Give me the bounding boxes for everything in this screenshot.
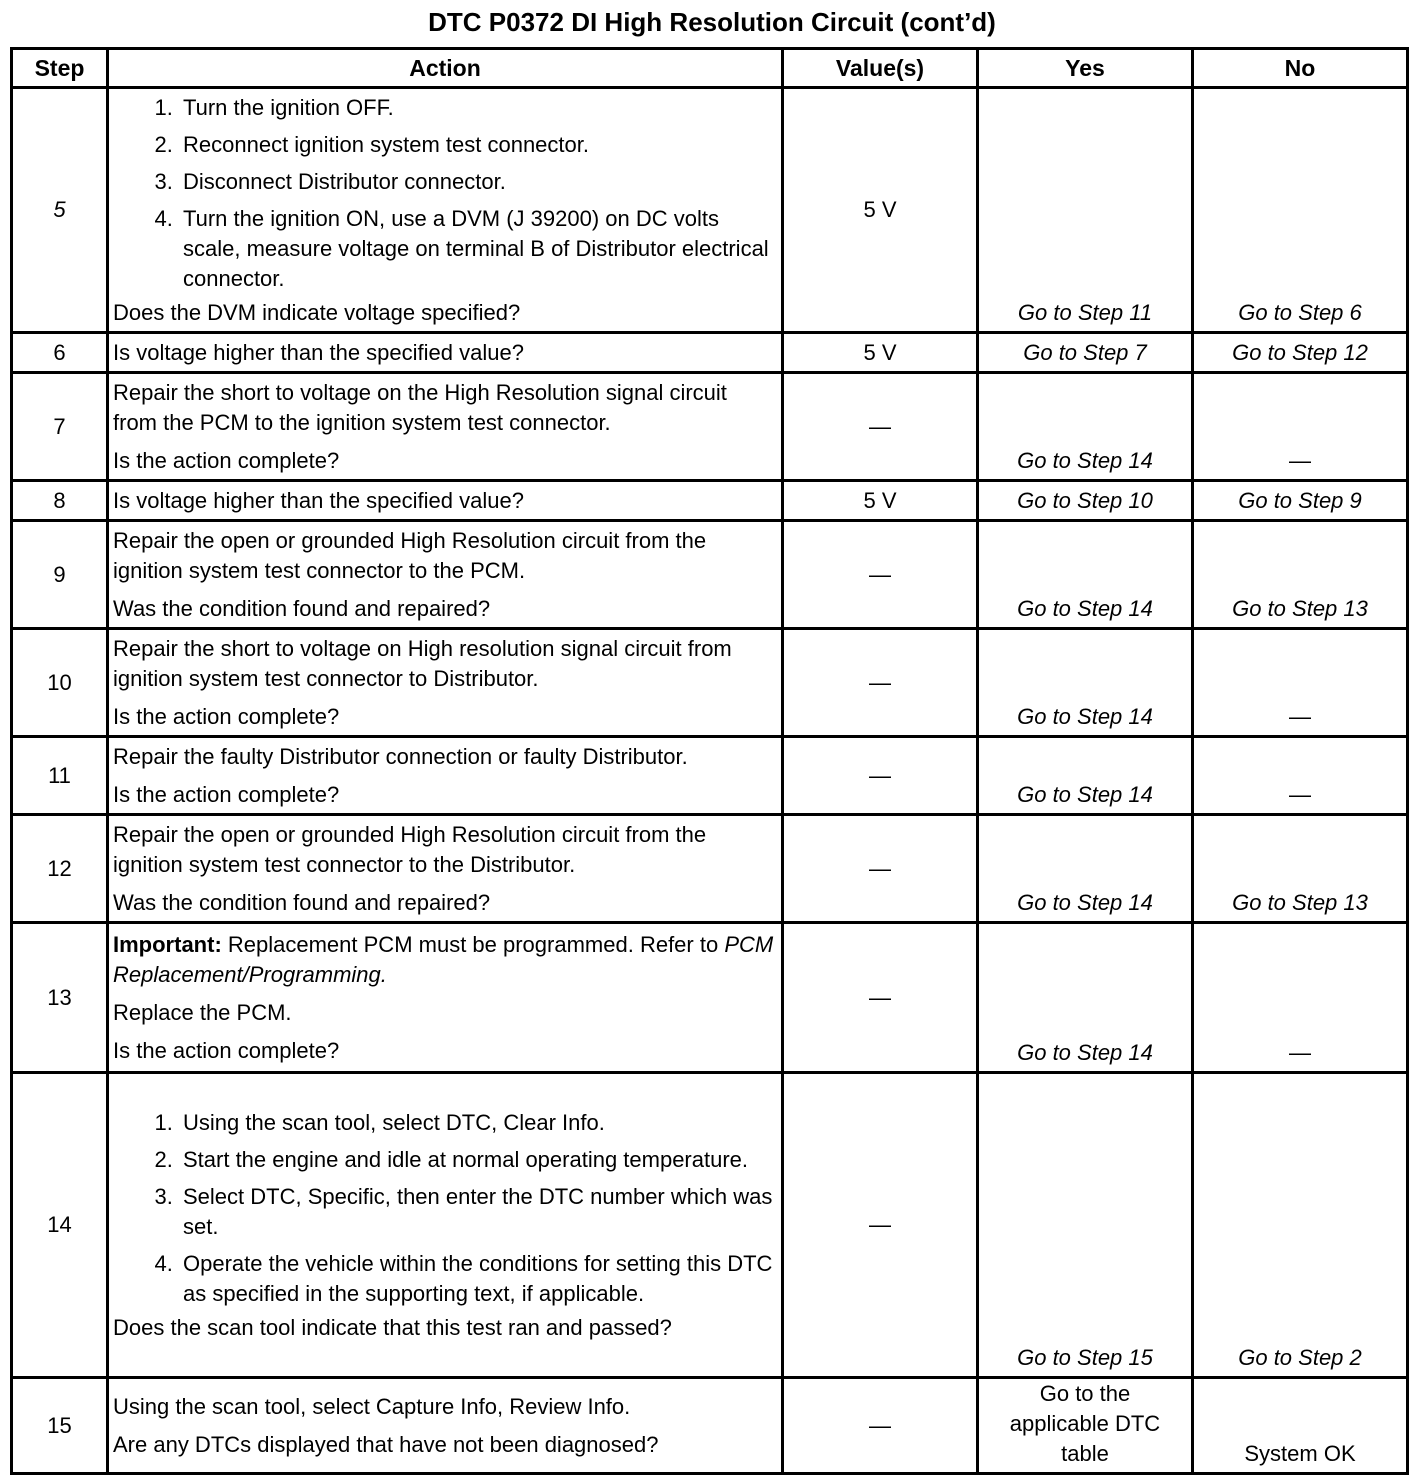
yes-cell: Go to the applicable DTC table [978, 1378, 1193, 1474]
action-text: Using the scan tool, select Capture Info, Review Info. [113, 1394, 631, 1419]
action-cell [108, 333, 783, 373]
no-cell: Go to Step 13 [1193, 521, 1408, 629]
important-note [113, 930, 775, 990]
yes-cell: Go to Step 11 [978, 88, 1193, 333]
value-cell: 5 V [783, 333, 978, 373]
step-number: 11 [12, 737, 108, 815]
table-row [12, 521, 1408, 629]
action-text: Replace the PCM. [113, 1000, 292, 1025]
list-item: 4. Operate the vehicle within the conditions for setting this DTC as specified in the supporting text, if applicable. [179, 1249, 775, 1309]
step-number: 7 [12, 373, 108, 481]
action-question: Does the DVM indicate voltage specified? [113, 300, 521, 325]
step-number: 10 [12, 629, 108, 737]
no-cell: Go to Step 13 [1193, 815, 1408, 923]
value-cell: — [783, 923, 978, 1073]
action-cell [108, 521, 783, 629]
step-number: 13 [12, 923, 108, 1073]
important-label: Important: [113, 932, 222, 957]
step-number: 14 [12, 1073, 108, 1378]
action-question: Is the action complete? [113, 448, 340, 473]
action-cell [108, 373, 783, 481]
table-row [12, 815, 1408, 923]
no-cell: — [1193, 629, 1408, 737]
table-row [12, 333, 1408, 373]
yes-cell: Go to Step 14 [978, 629, 1193, 737]
list-item: 3. Disconnect Distributor connector. [179, 167, 775, 197]
action-question: Is voltage higher than the specified value? [113, 340, 524, 365]
yes-cell: Go to Step 14 [978, 923, 1193, 1073]
step-number: 6 [12, 333, 108, 373]
action-question: Is voltage higher than the specified value? [113, 488, 524, 513]
important-reference: PCM Replacement/Programming. [113, 932, 774, 987]
no-cell: Go to Step 2 [1193, 1073, 1408, 1378]
list-item: 2. Start the engine and idle at normal operating temperature. [179, 1145, 775, 1175]
value-cell: — [783, 629, 978, 737]
table-row [12, 1073, 1408, 1378]
yes-cell: Go to Step 7 [978, 333, 1193, 373]
no-cell: Go to Step 12 [1193, 333, 1408, 373]
action-question: Does the scan tool indicate that this test ran and passed? [113, 1315, 672, 1340]
action-question: Is the action complete? [113, 1038, 340, 1063]
value-cell: 5 V [783, 88, 978, 333]
table-row [12, 481, 1408, 521]
yes-cell: Go to Step 15 [978, 1073, 1193, 1378]
action-question: Was the condition found and repaired? [113, 890, 491, 915]
header-action: Action [108, 49, 783, 88]
table-row [12, 373, 1408, 481]
yes-cell: Go to Step 14 [978, 373, 1193, 481]
list-item: 1. Using the scan tool, select DTC, Clear Info. [179, 1108, 775, 1138]
value-cell: — [783, 815, 978, 923]
action-cell [108, 737, 783, 815]
diagnostic-table [10, 47, 1409, 1475]
value-cell: 5 V [783, 481, 978, 521]
header-row [12, 49, 1408, 88]
action-cell [108, 1073, 783, 1378]
no-cell: Go to Step 6 [1193, 88, 1408, 333]
page-title: DTC P0372 DI High Resolution Circuit (cont’d) [428, 7, 996, 37]
action-list [113, 93, 775, 294]
step-number: 8 [12, 481, 108, 521]
header-value: Value(s) [783, 49, 978, 88]
step-number: 15 [12, 1378, 108, 1474]
no-cell: — [1193, 923, 1408, 1073]
action-cell [108, 815, 783, 923]
no-cell: Go to Step 9 [1193, 481, 1408, 521]
action-question: Is the action complete? [113, 704, 340, 729]
yes-cell: Go to Step 14 [978, 521, 1193, 629]
action-cell [108, 88, 783, 333]
action-cell [108, 481, 783, 521]
header-step: Step [12, 49, 108, 88]
action-question: Are any DTCs displayed that have not been diagnosed? [113, 1432, 659, 1457]
no-cell: — [1193, 737, 1408, 815]
yes-cell: Go to Step 10 [978, 481, 1193, 521]
important-text: Replacement PCM must be programmed. Refer to [227, 932, 719, 957]
action-cell [108, 923, 783, 1073]
list-item: 2. Reconnect ignition system test connector. [179, 130, 775, 160]
action-text: Repair the open or grounded High Resolution circuit from the ignition system test connector to the Distributor. [113, 822, 707, 877]
action-question: Was the condition found and repaired? [113, 596, 491, 621]
action-cell [108, 629, 783, 737]
value-cell: — [783, 1073, 978, 1378]
header-yes: Yes [978, 49, 1193, 88]
header-no: No [1193, 49, 1408, 88]
value-cell: — [783, 1378, 978, 1474]
table-row [12, 88, 1408, 333]
yes-cell: Go to Step 14 [978, 737, 1193, 815]
step-number: 9 [12, 521, 108, 629]
list-item: 4. Turn the ignition ON, use a DVM (J 39200) on DC volts scale, measure voltage on terminal B of Distributor electrical connector. [179, 204, 775, 294]
action-text: Repair the short to voltage on High resolution signal circuit from ignition system test connector to Distributor. [113, 636, 732, 691]
step-number: 12 [12, 815, 108, 923]
yes-cell: Go to Step 14 [978, 815, 1193, 923]
list-item: 3. Select DTC, Specific, then enter the DTC number which was set. [179, 1182, 775, 1242]
action-question: Is the action complete? [113, 782, 340, 807]
list-item: 1. Turn the ignition OFF. [179, 93, 775, 123]
no-cell: — [1193, 373, 1408, 481]
value-cell: — [783, 373, 978, 481]
action-list [113, 1108, 775, 1309]
step-number: 5 [12, 88, 108, 333]
table-row [12, 1378, 1408, 1474]
action-cell [108, 1378, 783, 1474]
table-row [12, 737, 1408, 815]
table-row [12, 629, 1408, 737]
table-row [12, 923, 1408, 1073]
action-text: Repair the faulty Distributor connection or faulty Distributor. [113, 744, 688, 769]
no-cell: System OK [1193, 1378, 1408, 1474]
action-text: Repair the open or grounded High Resolution circuit from the ignition system test connector to the PCM. [113, 528, 707, 583]
value-cell: — [783, 521, 978, 629]
action-text: Repair the short to voltage on the High Resolution signal circuit from the PCM to the ignition system test connector. [113, 380, 727, 435]
value-cell: — [783, 737, 978, 815]
